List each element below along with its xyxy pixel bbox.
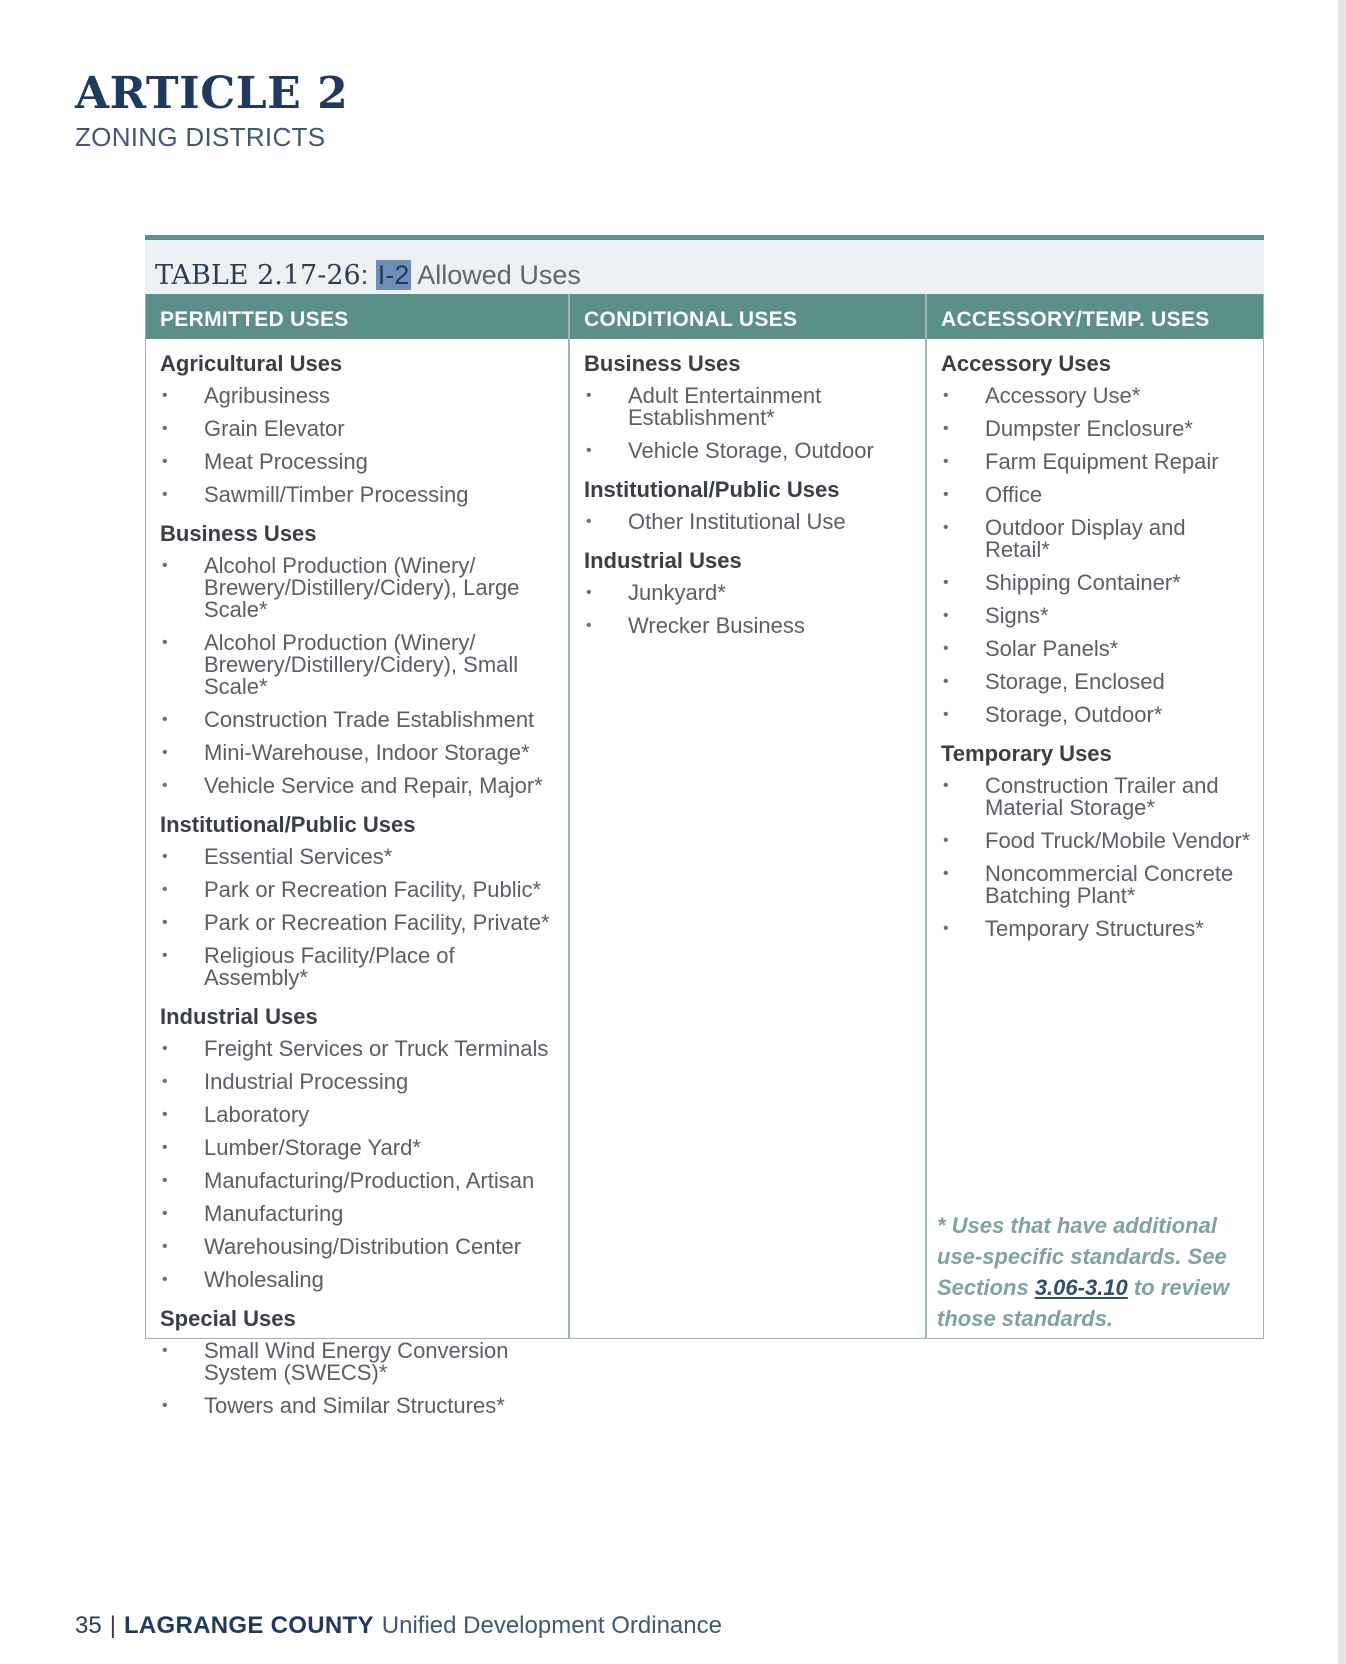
table-number: TABLE 2.17-26 [155, 260, 361, 291]
list-item: • Warehousing/Distribution Center [162, 1234, 522, 1259]
list-item: • Freight Services or Truck Terminals [162, 1036, 549, 1061]
footer-separator: | [109, 1612, 116, 1639]
list-item: • Office [943, 482, 1043, 507]
list-item: • Vehicle Storage, Outdoor [586, 438, 874, 463]
permitted-uses-header: PERMITTED USES [146, 294, 568, 339]
list-item: • Essential Services* [162, 844, 393, 869]
allowed-uses-table [145, 235, 1264, 1418]
group-title: Industrial Uses [160, 1004, 318, 1029]
table-title-colon: : [360, 260, 369, 290]
list-item: • Alcohol Production (Winery/ Brewery/Distillery/Cidery), Small Scale* [162, 630, 519, 699]
table-title-text: Allowed Uses [417, 260, 581, 290]
group-title: Business Uses [160, 521, 317, 546]
list-item: • Signs* [943, 603, 1049, 628]
article-title: ARTICLE 2 [75, 68, 349, 119]
list-item: • Vehicle Service and Repair, Major* [162, 773, 543, 798]
list-item: • Solar Panels* [943, 636, 1119, 661]
group-title: Institutional/Public Uses [160, 812, 416, 837]
list-item: • Farm Equipment Repair [943, 449, 1219, 474]
accessory-temp-uses-column [925, 294, 1263, 1338]
list-item: • Dumpster Enclosure* [943, 416, 1193, 441]
district-highlight[interactable]: I-2 [377, 260, 410, 290]
list-item: • Grain Elevator [162, 416, 345, 441]
page-number: 35 [75, 1612, 102, 1639]
list-item: • Construction Trailer and Material Storage* [943, 773, 1219, 820]
list-item: • Outdoor Display and Retail* [943, 515, 1186, 562]
list-item: • Laboratory [162, 1102, 310, 1127]
group-title: Agricultural Uses [160, 351, 343, 376]
list-item: • Storage, Outdoor* [943, 702, 1163, 727]
group-title: Institutional/Public Uses [584, 477, 840, 502]
page-edge-strip [1338, 0, 1346, 1664]
conditional-uses-header: CONDITIONAL USES [570, 294, 925, 339]
list-item: • Religious Facility/Place of Assembly* [162, 943, 455, 990]
group-title: Special Uses [160, 1306, 296, 1331]
list-item: • Wrecker Business [586, 613, 805, 638]
list-item: • Mini-Warehouse, Indoor Storage* [162, 740, 530, 765]
list-item: • Adult Entertainment Establishment* [586, 383, 822, 430]
group-title: Business Uses [584, 351, 741, 376]
table-grid [145, 294, 1264, 1418]
list-item: • Other Institutional Use [586, 509, 846, 534]
list-item: • Alcohol Production (Winery/ Brewery/Distillery/Cidery), Large Scale* [162, 553, 520, 622]
list-item: • Manufacturing [162, 1201, 344, 1226]
list-item: • Storage, Enclosed [943, 669, 1165, 694]
sections-link[interactable]: 3.06-3.10 [1034, 1275, 1128, 1300]
document-name: Unified Development Ordinance [381, 1612, 722, 1639]
list-item: • Industrial Processing [162, 1069, 409, 1094]
table-title-bar [145, 240, 1264, 294]
article-subtitle: ZONING DISTRICTS [75, 122, 326, 152]
accessory-temp-uses-header: ACCESSORY/TEMP. USES [927, 294, 1263, 339]
list-item: • Small Wind Energy Conversion System (SWECS)* [162, 1338, 509, 1385]
list-item: • Shipping Container* [943, 570, 1181, 595]
group-title: Accessory Uses [941, 351, 1112, 376]
list-item: • Junkyard* [586, 580, 726, 605]
group-title: Industrial Uses [584, 548, 742, 573]
list-item: • Towers and Similar Structures* [162, 1393, 505, 1418]
county-name: LAGRANGE COUNTY [123, 1612, 374, 1639]
table-title [155, 260, 581, 291]
list-item: • Meat Processing [162, 449, 368, 474]
list-item: • Park or Recreation Facility, Public* [162, 877, 542, 902]
list-item: • Park or Recreation Facility, Private* [162, 910, 550, 935]
conditional-uses-column [568, 294, 925, 1338]
page-footer [75, 1612, 722, 1640]
list-item: • Accessory Use* [943, 383, 1141, 408]
group-title: Temporary Uses [941, 741, 1112, 766]
list-item: • Food Truck/Mobile Vendor* [943, 828, 1251, 853]
list-item: • Wholesaling [162, 1267, 324, 1292]
permitted-uses-column [146, 294, 568, 1418]
list-item: • Lumber/Storage Yard* [162, 1135, 421, 1160]
list-item: • Construction Trade Establishment [162, 707, 535, 732]
list-item: • Manufacturing/Production, Artisan [162, 1168, 535, 1193]
list-item: • Agribusiness [162, 383, 330, 408]
list-item: • Noncommercial Concrete Batching Plant* [943, 861, 1234, 908]
list-item: • Temporary Structures* [943, 916, 1204, 941]
footnote: * Uses that have additional use-specific standards. See Sections 3.06-3.10 to review those standards. [937, 1213, 1230, 1331]
list-item: • Sawmill/Timber Processing [162, 482, 469, 507]
